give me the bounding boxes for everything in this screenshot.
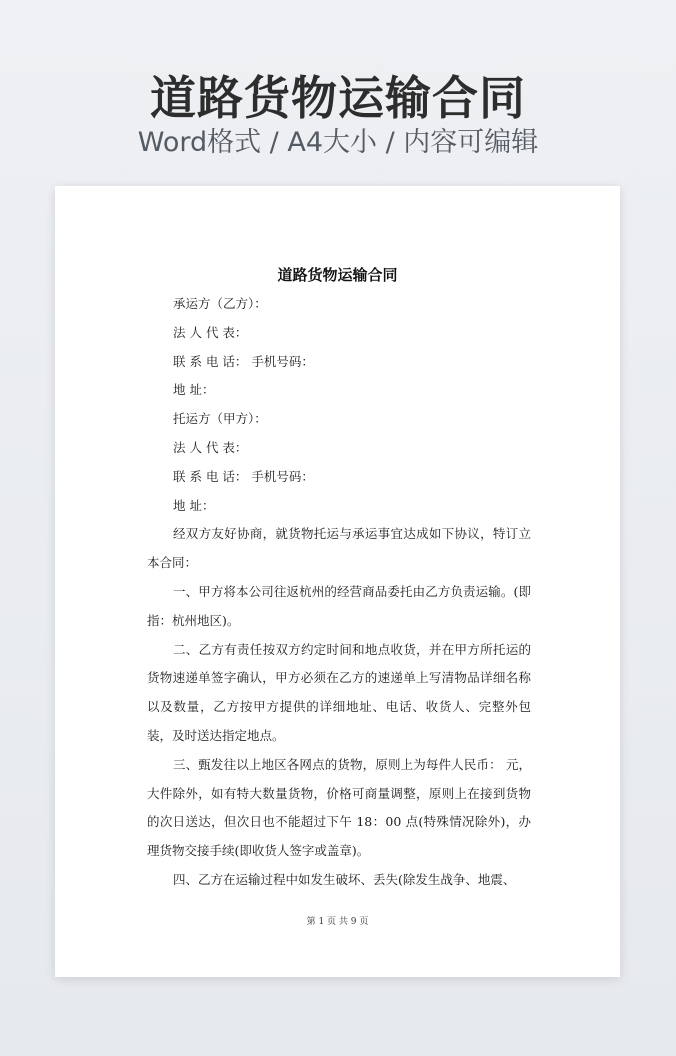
banner-title: 道路货物运输合同 (150, 71, 526, 125)
field-carrier-address: 地 址： (173, 382, 215, 398)
paragraph-preamble: 经双方友好协商，就货物托运与承运事宜达成如下协议，特订立本合同： (147, 526, 531, 571)
field-shipper-address: 地 址： (173, 497, 215, 513)
document-body (147, 290, 531, 895)
document-title: 道路货物运输合同 (277, 266, 398, 284)
paragraph-clause-4: 四、乙方在运输过程中如发生破坏、丢失(除发生战争、地震、 (173, 871, 516, 887)
paragraph-clause-3: 三、甄发往以上地区各网点的货物，原则上为每件人民币： 元，大件除外，如有特大数量货物，价格可商量调整，原则上在接到货物的次日送达，但次日也不能超过下午 18：00 点(特殊情况除外)，办理货物交接手续(即收货人签字或盖章)。 (147, 756, 531, 859)
document-page (55, 186, 620, 977)
field-carrier-phone: 联 系 电 话： 手机号码： (173, 353, 314, 369)
field-shipper-phone: 联 系 电 话： 手机号码： (173, 468, 314, 484)
field-shipper: 托运方（甲方）： (173, 411, 267, 427)
paragraph-clause-1: 一、甲方将本公司往返杭州的经营商品委托由乙方负责运输。(即指：杭州地区)。 (147, 583, 531, 628)
field-shipper-legal-rep: 法 人 代 表： (173, 439, 248, 455)
field-carrier-legal-rep: 法 人 代 表： (173, 324, 248, 340)
page-footer: 第 1 页 共 9 页 (306, 917, 369, 927)
field-carrier: 承运方（乙方）： (173, 296, 267, 311)
banner-subtitle: Word格式 / A4大小 / 内容可编辑 (137, 127, 539, 158)
paragraph-clause-2: 二、乙方有责任按双方约定时间和地点收货，并在甲方所托运的货物速递单签字确认，甲方必须在乙方的速递单上写清物品详细名称以及数量，乙方按甲方提供的详细地址、电话、收货人、完整外包装，及时送达指定地点。 (147, 641, 531, 743)
